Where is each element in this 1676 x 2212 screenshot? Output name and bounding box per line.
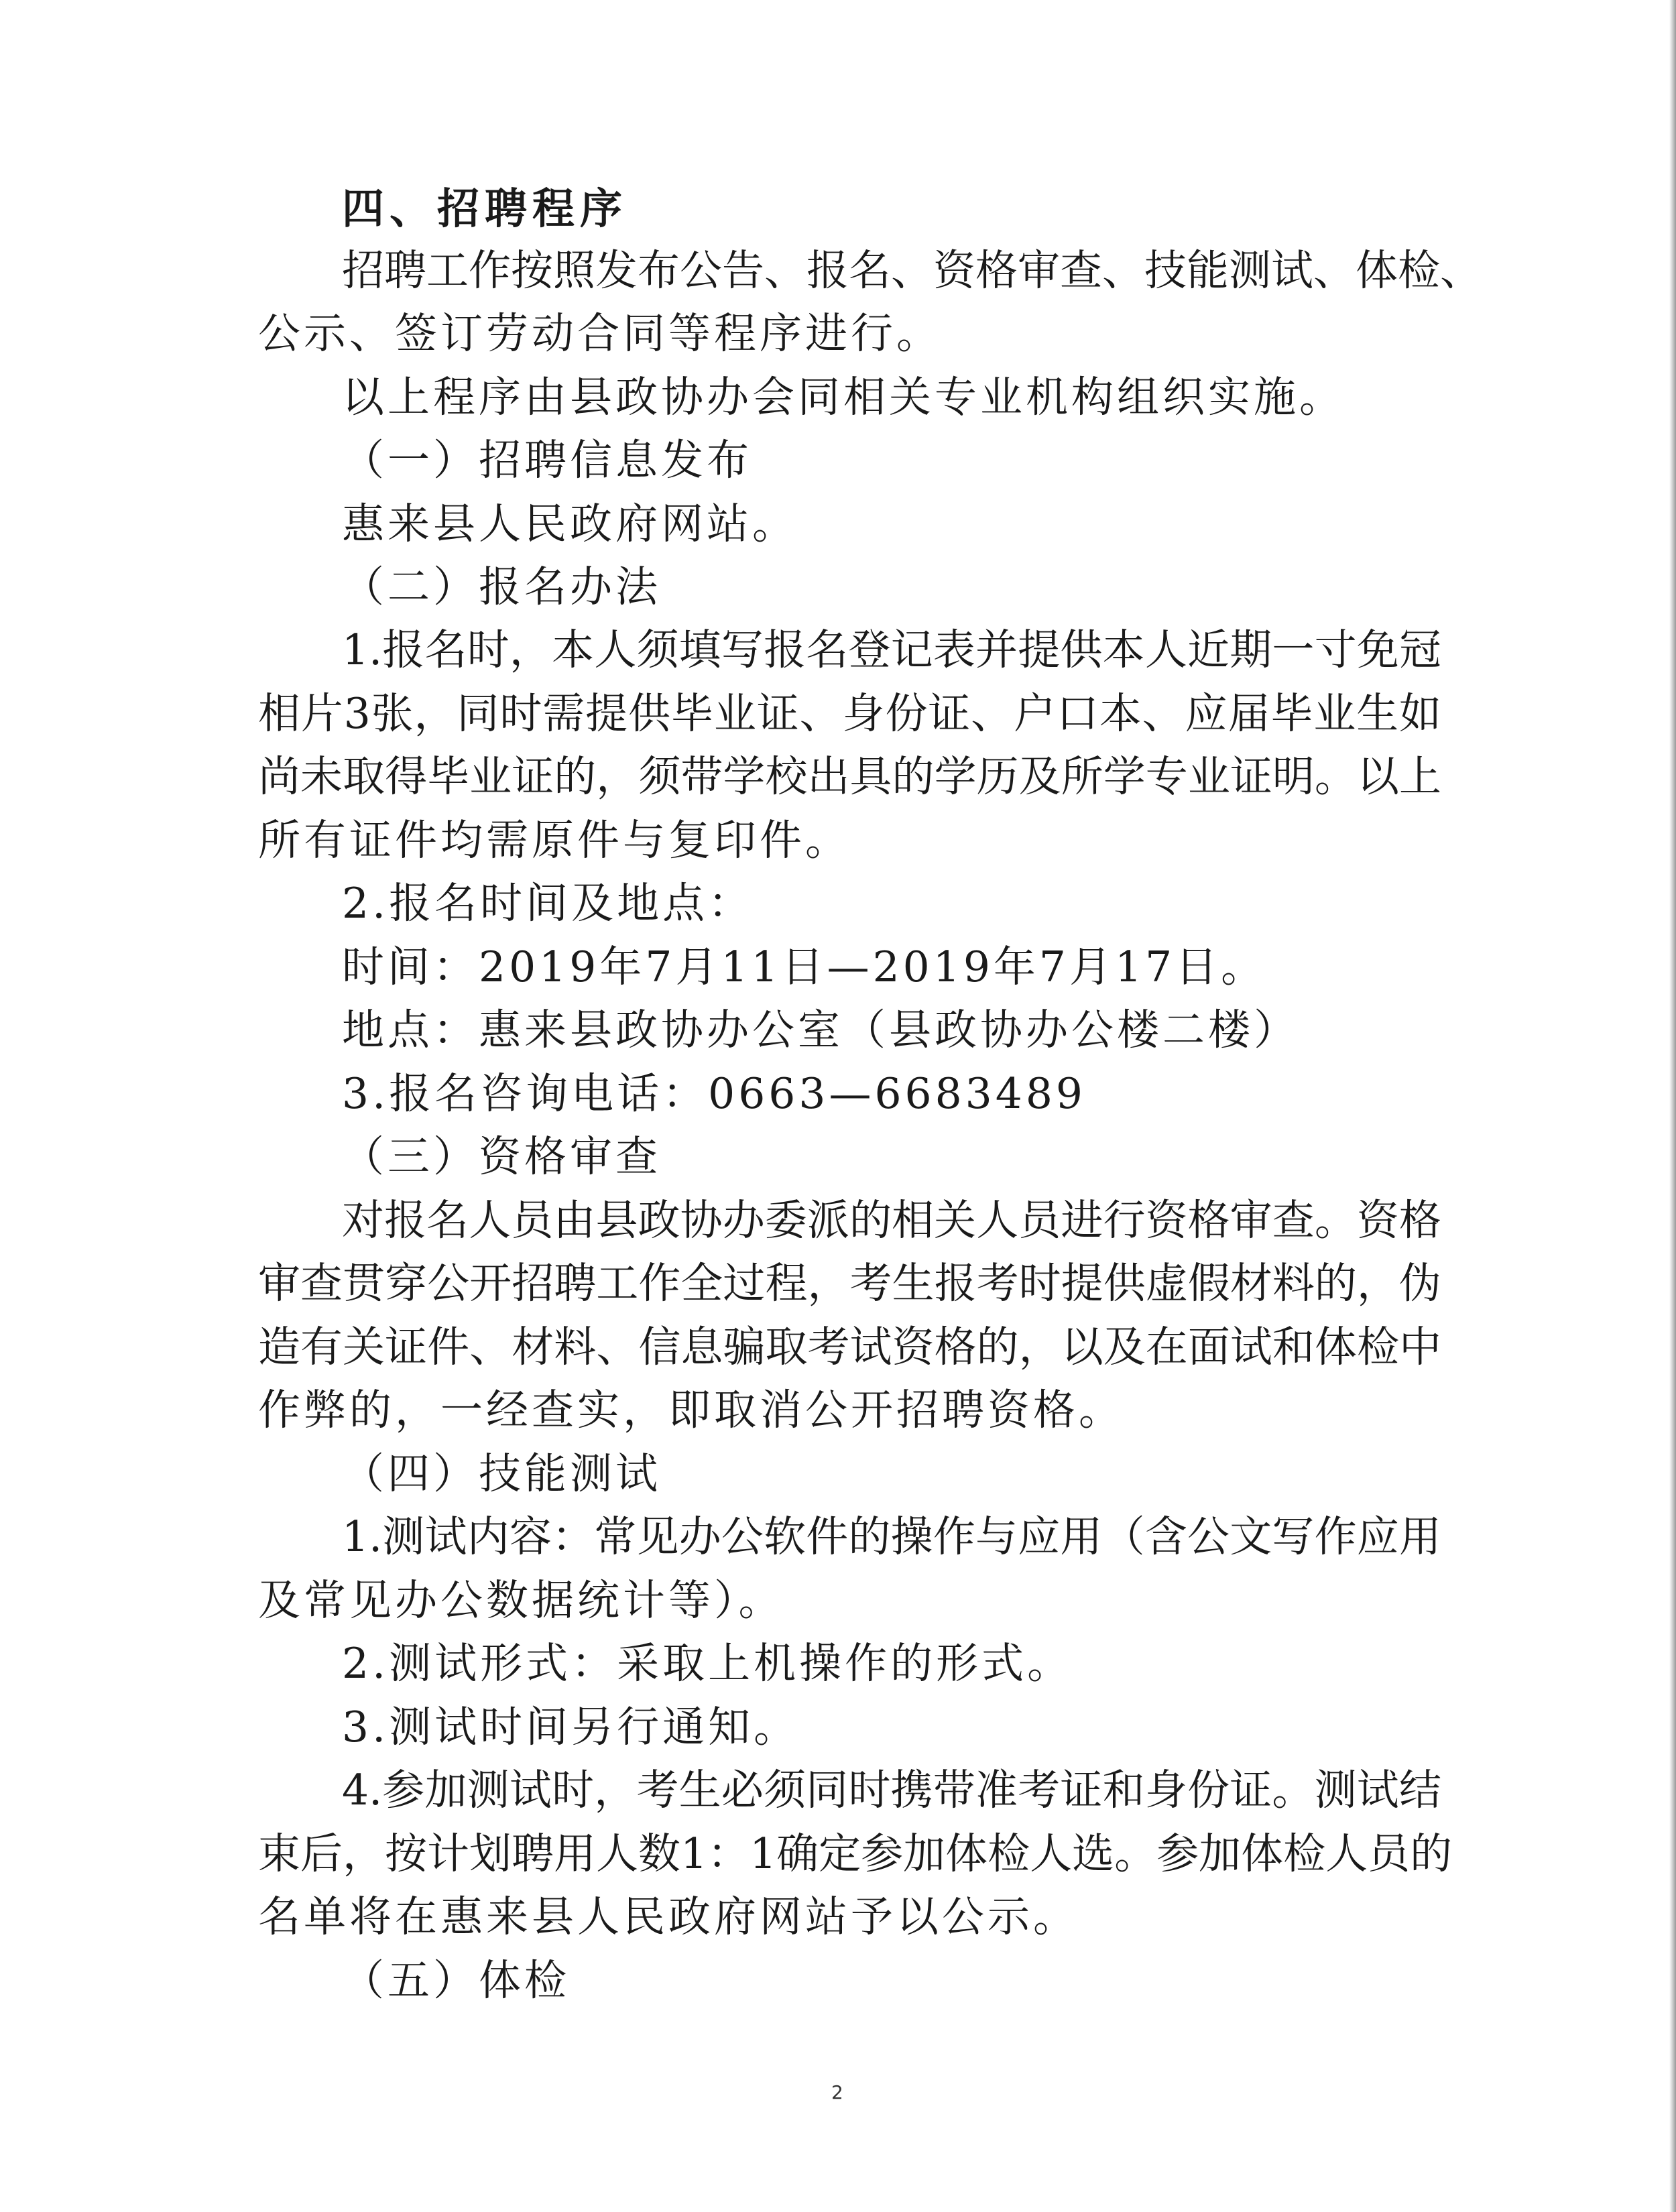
paragraph-line: 3.报名咨询电话：0663—6683489 <box>342 1069 1087 1118</box>
paragraph-line: 2.报名时间及地点： <box>342 879 754 928</box>
scan-edge-shadow <box>1669 0 1676 2212</box>
section-heading: 四、招聘程序 <box>342 184 627 233</box>
paragraph-line: 及常见办公数据统计等）。 <box>258 1576 784 1625</box>
paragraph-line: 以上程序由县政协办会同相关专业机构组织实施。 <box>342 373 1345 422</box>
paragraph-line: 审查贯穿公开招聘工作全过程，考生报考时提供虚假材料的，伪 <box>258 1259 1441 1308</box>
paragraph-line: 2.测试形式：采取上机操作的形式。 <box>342 1639 1073 1688</box>
paragraph-line: 束后，按计划聘用人数1：1确定参加体检人选。参加体检人员的 <box>258 1829 1453 1878</box>
paragraph-line: 时间：2019年7月11日—2019年7月17日。 <box>342 942 1267 991</box>
paragraph-line: 作弊的，一经查实，即取消公开招聘资格。 <box>258 1386 1124 1434</box>
paragraph-line: 地点：惠来县政协办公室（县政协办公楼二楼） <box>342 1005 1299 1054</box>
subheading: （五）体检 <box>342 1956 570 2005</box>
paragraph-line: 公示、签订劳动合同等程序进行。 <box>258 309 942 358</box>
subheading: （一）招聘信息发布 <box>342 436 752 485</box>
paragraph-line: 1.测试内容：常见办公软件的操作与应用（含公文写作应用 <box>342 1512 1441 1561</box>
paragraph-line: 惠来县人民政府网站。 <box>342 499 798 548</box>
paragraph-line: 相片3张，同时需提供毕业证、身份证、户口本、应届毕业生如 <box>258 689 1441 738</box>
paragraph-line: 造有关证件、材料、信息骗取考试资格的，以及在面试和体检中 <box>258 1323 1441 1371</box>
subheading: （三）资格审查 <box>342 1132 661 1181</box>
paragraph-line: 1.报名时，本人须填写报名登记表并提供本人近期一寸免冠 <box>342 625 1441 674</box>
subheading: （二）报名办法 <box>342 562 661 611</box>
paragraph-line: 尚未取得毕业证的，须带学校出具的学历及所学专业证明。以上 <box>258 752 1441 801</box>
paragraph-line: 所有证件均需原件与复印件。 <box>258 816 851 865</box>
subheading: （四）技能测试 <box>342 1449 661 1498</box>
paragraph-line: 招聘工作按照发布公告、报名、资格审查、技能测试、体检、 <box>342 246 1482 295</box>
paragraph-line: 对报名人员由县政协办委派的相关人员进行资格审查。资格 <box>342 1196 1441 1245</box>
paragraph-line: 3.测试时间另行通知。 <box>342 1703 800 1752</box>
page-number: 2 <box>831 2081 843 2103</box>
paragraph-line: 名单将在惠来县人民政府网站予以公示。 <box>258 1892 1079 1941</box>
paragraph-line: 4.参加测试时，考生必须同时携带准考证和身份证。测试结 <box>342 1766 1441 1815</box>
